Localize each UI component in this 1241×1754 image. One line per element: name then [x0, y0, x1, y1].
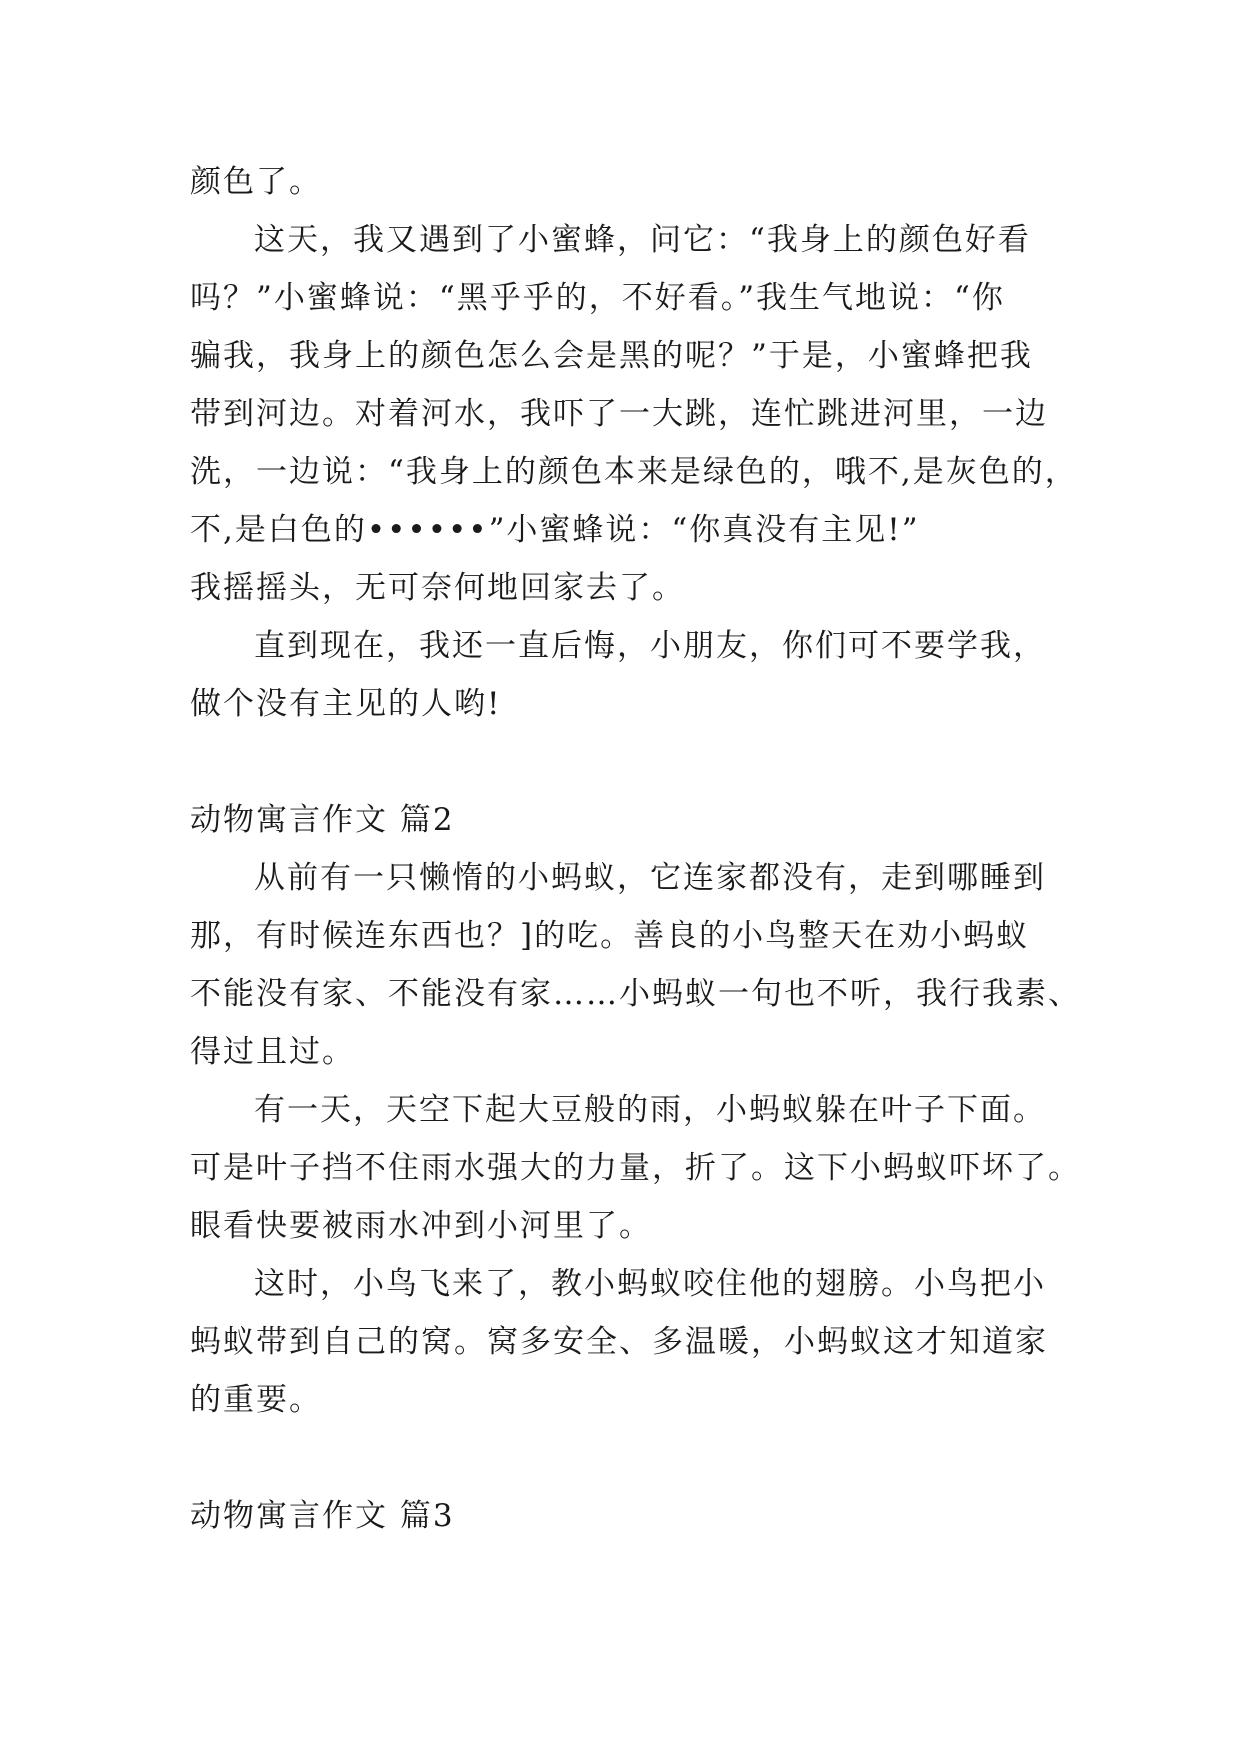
paragraph-line: 带到河边。对着河水，我吓了一大跳，连忙跳进河里，一边 — [190, 396, 1048, 432]
paragraph-line: 不,是白色的••••••”小蜜蜂说：“你真没有主见!” — [190, 512, 920, 548]
paragraph-line: 眼看快要被雨水冲到小河里了。 — [190, 1208, 652, 1244]
section-spacer — [190, 1429, 1070, 1487]
paragraph-line: 蚂蚁带到自己的窝。窝多安全、多温暖，小蚂蚁这才知道家 — [190, 1324, 1048, 1360]
section-heading: 动物寓言作文 篇3 — [190, 1498, 455, 1534]
paragraph-line: 我摇摇头，无可奈何地回家去了。 — [190, 570, 685, 606]
paragraph-line: 这天，我又遇到了小蜜蜂，问它：“我身上的颜色好看 — [254, 222, 1031, 258]
text-column — [190, 153, 1081, 1545]
paragraph-line: 洗，一边说：“我身上的颜色本来是绿色的，哦不,是灰色的， — [190, 454, 1078, 490]
paragraph-line: 颜色了。 — [190, 164, 322, 200]
section-heading: 动物寓言作文 篇2 — [190, 802, 455, 838]
section-spacer — [190, 733, 1070, 791]
paragraph-line: 从前有一只懒惰的小蚂蚁，它连家都没有，走到哪睡到 — [254, 860, 1046, 896]
paragraph-line: 这时，小鸟飞来了，教小蚂蚁咬住他的翅膀。小鸟把小 — [254, 1266, 1046, 1302]
paragraph-line: 的重要。 — [190, 1382, 322, 1418]
paragraph-line: 骗我，我身上的颜色怎么会是黑的呢？”于是，小蜜蜂把我 — [190, 338, 1033, 374]
paragraph-line: 不能没有家、不能没有家……小蚂蚁一句也不听，我行我素、 — [190, 976, 1081, 1012]
paragraph-line: 可是叶子挡不住雨水强大的力量，折了。这下小蚂蚁吓坏了。 — [190, 1150, 1081, 1186]
paragraph-line: 那，有时候连东西也？]的吃。善良的小鸟整天在劝小蚂蚁 — [190, 918, 1030, 954]
paragraph-line: 有一天，天空下起大豆般的雨，小蚂蚁躲在叶子下面。 — [254, 1092, 1046, 1128]
paragraph-line: 直到现在，我还一直后悔，小朋友，你们可不要学我， — [254, 628, 1046, 664]
paragraph-line: 做个没有主见的人哟! — [190, 686, 502, 722]
paragraph-line: 得过且过。 — [190, 1034, 355, 1070]
paragraph-line: 吗？”小蜜蜂说：“黑乎乎的，不好看。”我生气地说：“你 — [190, 280, 1005, 316]
